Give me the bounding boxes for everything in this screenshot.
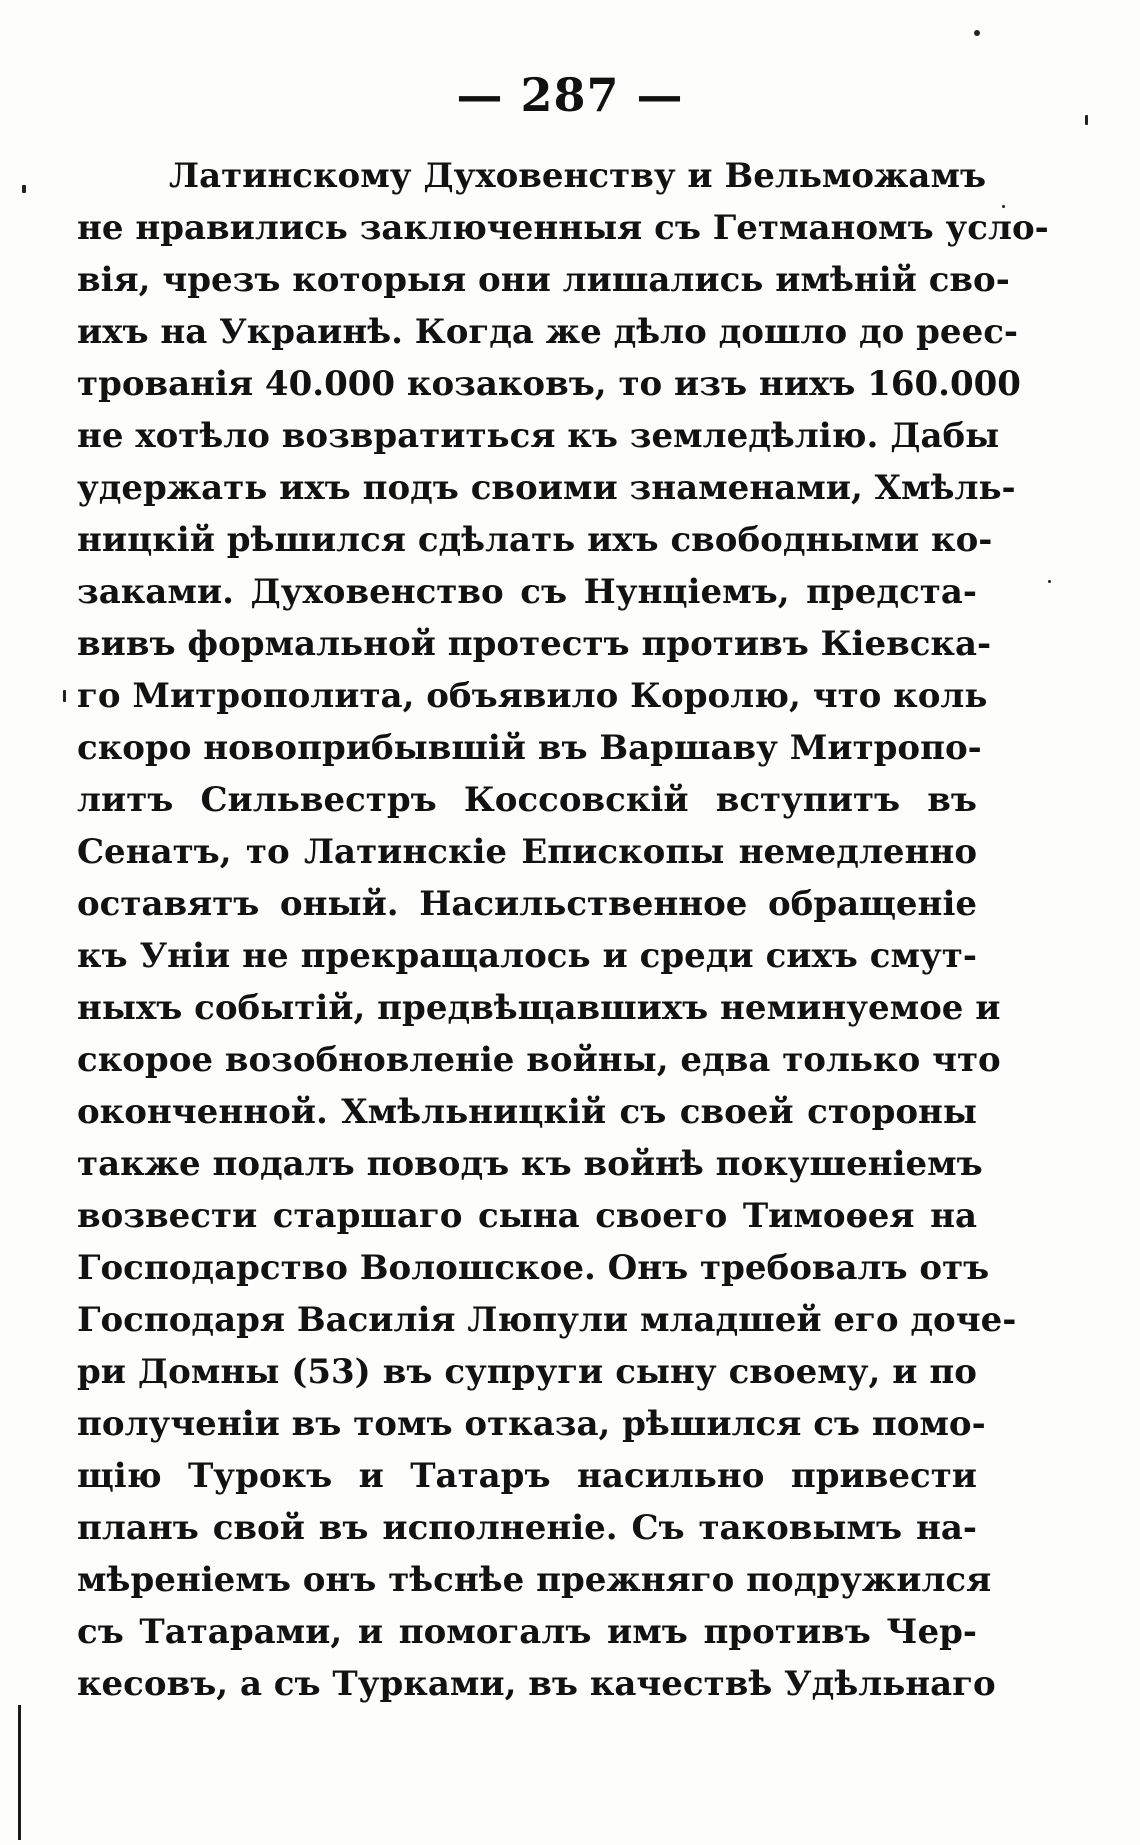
text-line: къ Уніи не прекращалось и среди сихъ смут- (77, 936, 977, 976)
text-line: Латинскому Духовенству и Вельможамъ (169, 156, 987, 196)
text-line: полученіи въ томъ отказа, рѣшился съ помо- (77, 1404, 986, 1444)
scan-speck (1002, 205, 1005, 208)
scan-speck (63, 690, 66, 702)
text-line: оставятъ оный. Насильственное обращеніе (77, 884, 977, 924)
text-line: кесовъ, а съ Турками, въ качествѣ Удѣльнаго (77, 1664, 996, 1704)
text-line: го Митрополита, объявило Королю, что коль (77, 676, 988, 716)
text-line: планъ свой въ исполненіе. Съ таковымъ на- (77, 1508, 977, 1548)
text-line: Господаря Василія Люпули младшей его доче- (77, 1300, 1017, 1340)
text-line: возвести старшаго сына своего Тимоѳея на (77, 1196, 977, 1236)
text-line: не нравились заключенныя съ Гетманомъ усло- (77, 208, 1049, 248)
text-line: ницкій рѣшился сдѣлать ихъ свободными ко- (77, 520, 993, 560)
text-line: вивъ формальной протестъ противъ Кіевска- (77, 624, 992, 664)
text-line: литъ Сильвестръ Коссовскій вступитъ въ (77, 780, 977, 820)
scan-speck (1085, 115, 1088, 125)
scan-speck (1048, 580, 1051, 583)
text-line: не хотѣло возвратиться къ земледѣлію. Дабы (77, 416, 1000, 456)
scan-speck (22, 185, 26, 193)
scan-edge-line (18, 1705, 21, 1840)
text-line: мѣреніемъ онъ тѣснѣе прежняго подружился (77, 1560, 992, 1600)
text-line: Сенатъ, то Латинскіе Епископы немедленно (77, 832, 977, 872)
text-line: трованія 40.000 козаковъ, то изъ нихъ 160.000 (77, 364, 1021, 404)
text-line: также подалъ поводъ къ войнѣ покушеніемъ (77, 1144, 983, 1184)
text-line: ихъ на Украинѣ. Когда же дѣло дошло до реес- (77, 312, 1019, 352)
text-line: щію Турокъ и Татаръ насильно привести (77, 1456, 977, 1496)
text-line: скоро новоприбывшій въ Варшаву Митропо- (77, 728, 982, 768)
text-line: ныхъ событій, предвѣщавшихъ неминуемое и (77, 988, 1001, 1028)
text-line: вія, чрезъ которыя они лишались имѣній сво- (77, 260, 1010, 300)
body-text (77, 150, 1049, 1710)
text-line: скорое возобновленіе войны, едва только что (77, 1040, 1001, 1080)
text-line: удержать ихъ подъ своими знаменами, Хмѣль- (77, 468, 1016, 508)
scan-speck (974, 30, 980, 36)
page-number: — 287 — (456, 68, 684, 122)
text-line: ри Домны (53) въ супруги сыну своему, и по (77, 1352, 977, 1392)
text-line: заками. Духовенство съ Нунціемъ, предста- (77, 572, 977, 612)
text-line: оконченной. Хмѣльницкій съ своей стороны (77, 1092, 977, 1132)
text-line: Господарство Волошское. Онъ требовалъ отъ (77, 1248, 990, 1288)
text-line: съ Татарами, и помогалъ имъ противъ Чер- (77, 1612, 977, 1652)
